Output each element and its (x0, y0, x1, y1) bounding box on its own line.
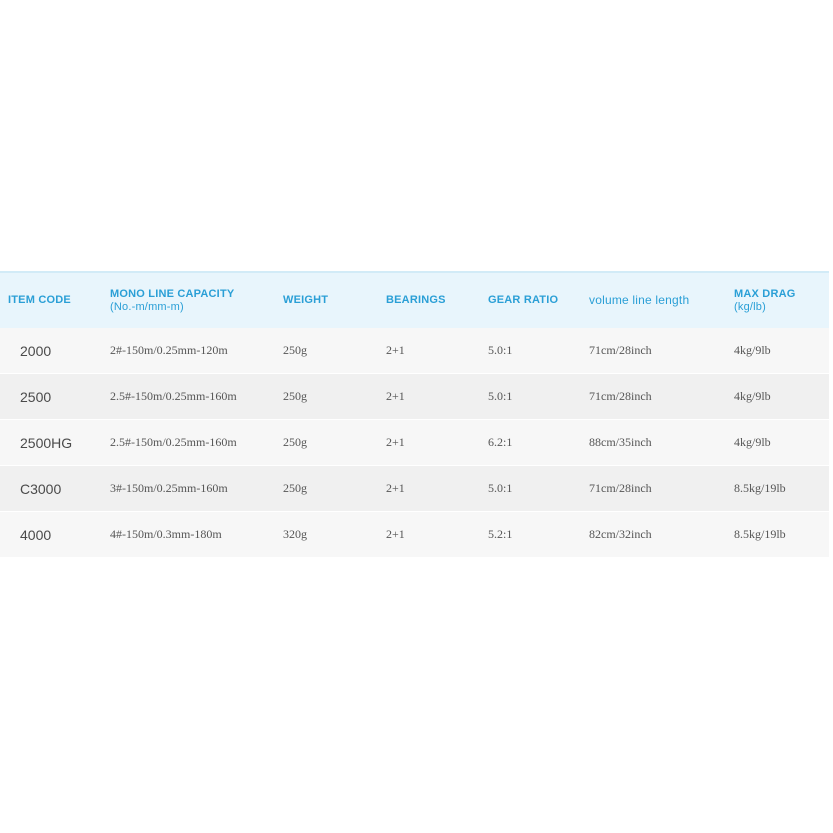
weight-cell: 250g (283, 435, 307, 449)
table-row (0, 512, 829, 558)
gear-ratio-cell: 5.0:1 (488, 481, 513, 495)
table-row (0, 466, 829, 512)
header-max-drag-sub: (kg/lb) (734, 300, 766, 313)
header-gear-ratio: GEAR RATIO (488, 294, 559, 306)
item-code-cell: 4000 (20, 526, 52, 543)
max-drag-cell: 4kg/9lb (734, 343, 771, 357)
header-bearings: BEARINGS (386, 294, 446, 306)
item-code-cell: 2500HG (20, 434, 73, 451)
gear-ratio-cell: 5.2:1 (488, 527, 513, 541)
item-code-cell: C3000 (20, 480, 62, 497)
bearings-cell: 2+1 (386, 435, 405, 449)
bearings-cell: 2+1 (386, 527, 405, 541)
line-length-cell: 71cm/28inch (589, 389, 652, 403)
gear-ratio-cell: 5.0:1 (488, 389, 513, 403)
capacity-cell: 2#-150m/0.25mm-120m (110, 343, 228, 357)
table-row (0, 420, 829, 466)
capacity-cell: 2.5#-150m/0.25mm-160m (110, 435, 237, 449)
bearings-cell: 2+1 (386, 481, 405, 495)
weight-cell: 250g (283, 389, 307, 403)
table-row (0, 328, 829, 374)
table-header (0, 271, 829, 328)
capacity-cell: 3#-150m/0.25mm-160m (110, 481, 228, 495)
max-drag-cell: 4kg/9lb (734, 435, 771, 449)
weight-cell: 250g (283, 343, 307, 357)
max-drag-cell: 4kg/9lb (734, 389, 771, 403)
max-drag-cell: 8.5kg/19lb (734, 527, 786, 541)
line-length-cell: 71cm/28inch (589, 481, 652, 495)
line-length-cell: 82cm/32inch (589, 527, 652, 541)
gear-ratio-cell: 6.2:1 (488, 435, 513, 449)
header-weight: WEIGHT (283, 294, 329, 306)
spec-table (0, 271, 829, 558)
weight-cell: 320g (283, 527, 307, 541)
item-code-cell: 2000 (20, 342, 52, 359)
weight-cell: 250g (283, 481, 307, 495)
item-code-cell: 2500 (20, 388, 52, 405)
header-line-capacity: MONO LINE CAPACITY (No.-m/mm-m) (110, 287, 235, 313)
gear-ratio-cell: 5.0:1 (488, 343, 513, 357)
table-row (0, 374, 829, 420)
header-item-code: ITEM CODE (8, 294, 71, 306)
header-max-drag: MAX DRAG (kg/lb) (734, 287, 796, 313)
line-length-cell: 71cm/28inch (589, 343, 652, 357)
bearings-cell: 2+1 (386, 389, 405, 403)
header-line-capacity-sub: (No.-m/mm-m) (110, 300, 184, 313)
max-drag-cell: 8.5kg/19lb (734, 481, 786, 495)
capacity-cell: 2.5#-150m/0.25mm-160m (110, 389, 237, 403)
header-volume-line-length: volume line length (589, 293, 690, 307)
line-length-cell: 88cm/35inch (589, 435, 652, 449)
bearings-cell: 2+1 (386, 343, 405, 357)
capacity-cell: 4#-150m/0.3mm-180m (110, 527, 222, 541)
